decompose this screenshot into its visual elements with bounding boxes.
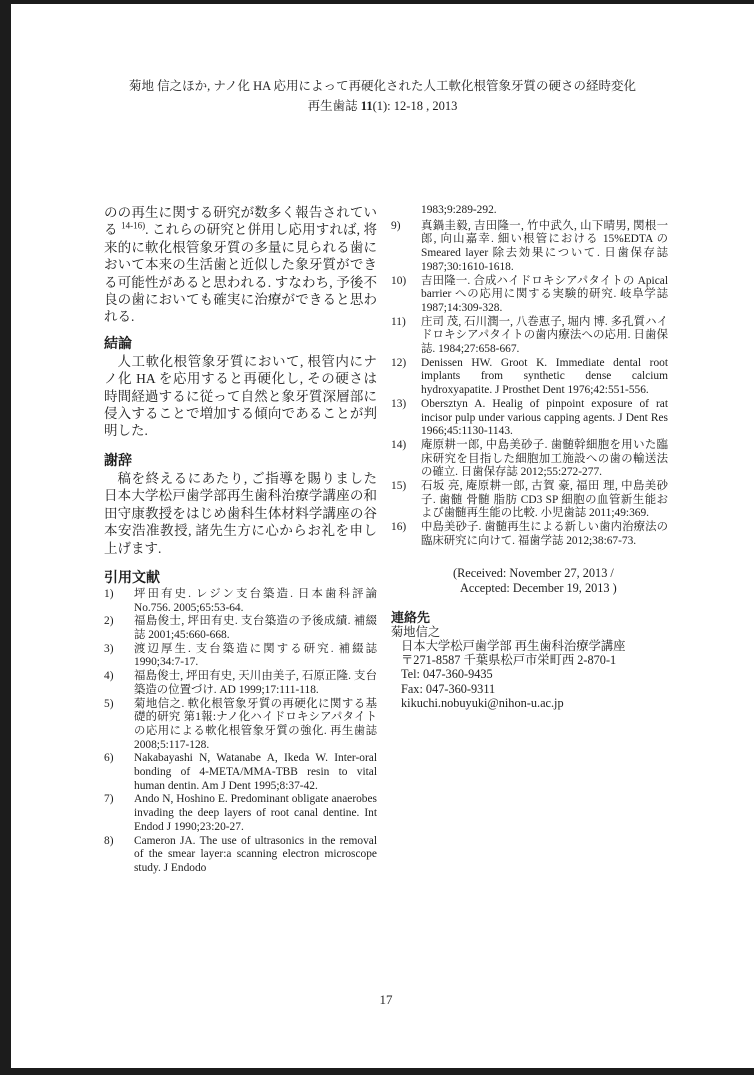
intro-text-post: . これらの研究と併用し応用すれば, 将来的に軟化根管象牙質の多量に見られる歯において本来の生活歯と近似した象牙質ができる可能性があると思われる. すなわち, 予後不良の歯においても確実に治療ができると思われる.	[104, 222, 378, 325]
reference-text: 菊地信之. 軟化根管象牙質の再硬化に関する基礎的研究 第1報:ナノ化ハイドロキシアパタイトの応用による軟化根管象牙質の強化. 再生歯誌 2008;5:117-128.	[134, 697, 377, 751]
reference-item	[104, 643, 377, 670]
conclusion-paragraph: 人工軟化根管象牙質において, 根管内にナノ化 HA を応用すると再硬化し, その硬さは時間経過するに従って自然と象牙質深層部に侵入することで増加する傾向であることが判明した.	[104, 353, 377, 439]
accepted-date: Accepted: December 19, 2013 )	[460, 581, 617, 596]
reference-number: 5)	[104, 697, 114, 710]
journal-issue-pages: (1): 12-18 , 2013	[372, 99, 458, 113]
contact-name: 菊地信之	[391, 624, 441, 639]
acknowledgement-paragraph: 稿を終えるにあたり, ご指導を賜りました日本大学松戸歯学部再生歯科治療学講座の和田守康教授をはじめ歯科生体材料学講座の谷本安浩准教授, 諸先生方に心からお礼を申し上げます.	[104, 470, 377, 556]
page-number: 17	[379, 992, 393, 1007]
reference-number: 1)	[104, 587, 114, 600]
reference-number: 13)	[391, 397, 407, 410]
reference-text: 真鍋圭毅, 吉田隆一, 竹中武久, 山下晴男, 関根一郎, 向山嘉幸. 細い根管における 15%EDTA の Smeared layer 除去効果について. 日歯保存誌 1987;30:1610-1618.	[421, 219, 668, 273]
reference-number: 12)	[391, 356, 407, 369]
contact-email: kikuchi.nobuyuki@nihon-u.ac.jp	[401, 696, 564, 711]
reference-item	[104, 698, 377, 753]
reference-item	[104, 670, 377, 697]
reference-text: 渡辺厚生. 支台築造に関する研究. 補綴誌 1990;34:7-17.	[134, 642, 377, 669]
reference-number: 3)	[104, 642, 114, 655]
acknowledgement-heading: 謝辞	[104, 451, 132, 468]
reference-number: 16)	[391, 521, 407, 534]
reference-number: 6)	[104, 752, 114, 765]
journal-line	[41, 96, 724, 116]
reference-list-right	[391, 220, 668, 549]
reference-text: 福島俊士, 坪田有史. 支台築造の予後成績. 補綴誌 2001;45:660-668.	[134, 615, 377, 642]
reference-number: 9)	[391, 219, 401, 232]
reference-number: 15)	[391, 480, 407, 493]
reference-text: Obersztyn A. Healig of pinpoint exposure of rat incisor pulp under various capping agents. J Dent Res 1966;45:1130-1143.	[421, 397, 668, 438]
reference-item	[104, 835, 377, 876]
reference-text: 中島美砂子. 歯髄再生による新しい歯内治療法の臨床研究に向けて. 福歯学誌 2012;38:67-73.	[421, 521, 668, 547]
contact-tel: Tel: 047-360-9435	[401, 667, 493, 682]
reference-item	[391, 398, 668, 439]
intro-paragraph	[104, 204, 377, 326]
reference-text: Denissen HW. Groot K. Immediate dental root implants from synthetic dense calcium hydroxyapatite. J Prosthet Dent 1976;42:551-556.	[421, 356, 668, 397]
contact-fax: Fax: 047-360-9311	[401, 681, 496, 696]
reference-text: 吉田隆一. 合成ハイドロキシアパタイトの Apical barrier への応用に関する実験的研究. 岐阜学誌 1987;14:309-328.	[421, 274, 668, 314]
conclusion-heading: 結論	[104, 334, 132, 351]
reference-text: Nakabayashi N, Watanabe A, Ikeda W. Inter-oral bonding of 4-META/MMA-TBB resin to vital human dentin. Am J Dent 1995;8:37-42.	[134, 752, 377, 792]
reference-text: 石坂 亮, 庵原耕一郎, 古賀 豪, 福田 理, 中島美砂子. 歯髄 骨髄 脂肪 CD3 SP 細胞の血管新生能および歯髄再生能の比較. 小児歯誌 2011;49:369.	[421, 480, 668, 520]
reference-item	[391, 220, 668, 275]
reference-number: 14)	[391, 438, 407, 451]
contact-address: 〒271-8587 千葉県松戸市栄町西 2-870-1	[401, 653, 617, 668]
received-accepted-block	[453, 566, 668, 597]
reference-continuation: 1983;9:289-292.	[421, 204, 497, 216]
reference-item	[104, 793, 377, 834]
reference-number: 4)	[104, 670, 114, 683]
received-date: (Received: November 27, 2013 /	[453, 565, 614, 580]
reference-number: 7)	[104, 793, 114, 806]
reference-text: 坪田有史. レジン支台築造. 日本歯科評論 No.756. 2005;65:53-64.	[134, 587, 377, 614]
right-column	[391, 204, 668, 876]
reference-number: 8)	[104, 834, 114, 847]
reference-item	[104, 588, 377, 615]
reference-item	[391, 275, 668, 316]
two-column-body	[104, 204, 668, 876]
contact-heading: 連絡先	[391, 609, 431, 625]
reference-text: Cameron JA. The use of ultrasonics in the removal of the smear layer:a scanning electron microscope study. J Endodo	[134, 834, 377, 874]
reference-text: Ando N, Hoshino E. Predominant obligate anaerobes invading the deep layers of root canal dentine. Int Endod J 1990;23:20-27.	[134, 793, 377, 833]
reference-text: 庵原耕一郎, 中島美砂子. 歯髄幹細胞を用いた臨床研究を目指した細胞加工施設への歯の輸送法の確立. 日歯保存誌 2012;55:272-277.	[421, 438, 668, 479]
reference-item	[104, 615, 377, 642]
journal-name: 再生歯誌	[307, 99, 361, 113]
reference-list-left	[104, 588, 377, 876]
reference-text: 庄司 茂, 石川潤一, 八巻恵子, 堀内 博. 多孔質ハイドロキシアパタイトの歯内療法への応用. 日歯保誌. 1984;27:658-667.	[421, 315, 668, 356]
left-column	[104, 204, 377, 876]
reference-item	[391, 521, 668, 548]
intro-text-pre: のの再生に関する研究が数多く報告されている	[104, 205, 377, 238]
references-heading: 引用文献	[104, 568, 160, 585]
journal-volume: 11	[360, 99, 373, 113]
reference-item	[391, 357, 668, 398]
citation-line: 菊地 信之ほか, ナノ化 HA 応用によって再硬化された人工軟化根管象牙質の硬さの経時変化	[128, 79, 637, 93]
reference-text: 福島俊士, 坪田有史, 天川由美子, 石原正隆. 支台築造の位置づけ. AD 1999;17:111-118.	[134, 670, 377, 696]
running-head	[41, 76, 724, 116]
contact-block	[391, 610, 668, 711]
reference-item	[391, 480, 668, 521]
reference-item	[391, 316, 668, 357]
reference-item	[391, 439, 668, 480]
paper-page	[11, 4, 754, 1068]
reference-number: 11)	[391, 315, 406, 328]
reference-item	[104, 752, 377, 793]
reference-number: 2)	[104, 615, 114, 628]
contact-affiliation: 日本大学松戸歯学部 再生歯科治療学講座	[401, 638, 626, 653]
citation-superscript: 14-16)	[121, 220, 146, 231]
reference-number: 10)	[391, 274, 407, 287]
